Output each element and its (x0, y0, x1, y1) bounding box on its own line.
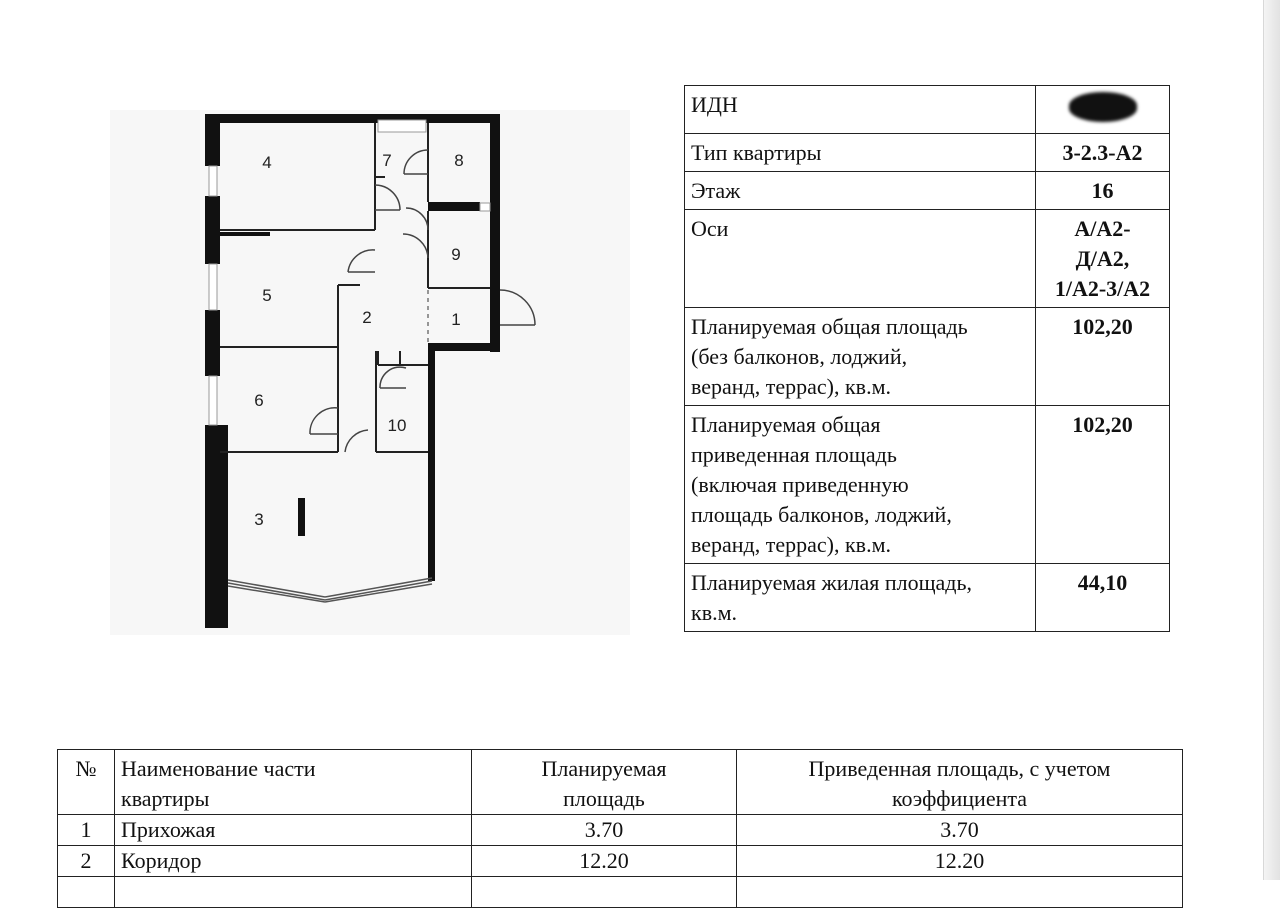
info-row-living-area (685, 564, 1170, 632)
row-name: Прихожая (115, 815, 472, 846)
header-planned-area (472, 750, 737, 815)
room-number-5: 5 (262, 286, 272, 305)
row-area: 3.70 (472, 815, 737, 846)
living-area-label (685, 564, 1036, 632)
info-row-idn (685, 86, 1170, 134)
axes-line: А/А2- (1074, 216, 1131, 241)
info-row-total-area (685, 308, 1170, 406)
header-line: коэффициента (891, 786, 1028, 811)
room-number-6: 6 (254, 391, 264, 410)
row-number: 2 (58, 846, 115, 877)
floor-plan-drawing (110, 110, 630, 635)
living-area-value: 44,10 (1036, 564, 1170, 632)
table-row (58, 846, 1183, 877)
row-reduced: 3.70 (737, 815, 1183, 846)
header-line: Наименование части (121, 756, 316, 781)
label-line: веранд, террас), кв.м. (691, 374, 891, 399)
room-number-10: 10 (387, 416, 407, 435)
reduced-area-value: 102,20 (1036, 406, 1170, 564)
total-area-label (685, 308, 1036, 406)
room-number-2: 2 (362, 308, 372, 327)
axes-label: Оси (685, 210, 1036, 308)
row-area: 12.20 (472, 846, 737, 877)
floor-value: 16 (1036, 172, 1170, 210)
label-line: приведенная площадь (691, 442, 897, 467)
total-area-value: 102,20 (1036, 308, 1170, 406)
header-number: № (58, 750, 115, 815)
row-name: Коридор (115, 846, 472, 877)
label-line: (включая приведенную (691, 472, 909, 497)
apartment-info-table (684, 85, 1170, 632)
label-line: Планируемая общая площадь (691, 314, 968, 339)
rooms-table (57, 749, 1183, 908)
axes-line: 1/А2-3/А2 (1054, 276, 1151, 301)
info-row-reduced-area (685, 406, 1170, 564)
info-row-type (685, 134, 1170, 172)
header-line: Планируемая (541, 756, 667, 781)
reduced-area-label (685, 406, 1036, 564)
header-line: Приведенная площадь, с учетом (808, 756, 1111, 781)
table-row-partial (58, 877, 1183, 908)
label-line: Планируемая общая (691, 412, 881, 437)
table-row (58, 815, 1183, 846)
room-number-4: 4 (262, 153, 272, 172)
info-row-floor (685, 172, 1170, 210)
floor-plan (110, 110, 630, 635)
redacted-mark (1069, 92, 1137, 122)
floor-label: Этаж (685, 172, 1036, 210)
header-name (115, 750, 472, 815)
room-number-7: 7 (382, 151, 392, 170)
room-number-8: 8 (454, 151, 464, 170)
idn-label: ИДН (685, 86, 1036, 134)
room-number-3: 3 (254, 510, 264, 529)
rooms-table-header (58, 750, 1183, 815)
label-line: площадь балконов, лоджий, (691, 502, 952, 527)
row-number: 1 (58, 815, 115, 846)
axes-line: Д/А2, (1075, 246, 1130, 271)
label-line: кв.м. (691, 600, 737, 625)
window-edge (1263, 0, 1280, 880)
header-line: квартиры (121, 786, 210, 811)
type-value: 3-2.3-А2 (1036, 134, 1170, 172)
label-line: (без балконов, лоджий, (691, 344, 908, 369)
header-line: площадь (563, 786, 645, 811)
room-number-1: 1 (451, 310, 461, 329)
row-reduced: 12.20 (737, 846, 1183, 877)
axes-value (1036, 210, 1170, 308)
info-row-axes (685, 210, 1170, 308)
idn-value (1036, 86, 1170, 134)
type-label: Тип квартиры (685, 134, 1036, 172)
header-reduced-area (737, 750, 1183, 815)
label-line: Планируемая жилая площадь, (691, 570, 973, 595)
label-line: веранд, террас), кв.м. (691, 532, 891, 557)
room-number-9: 9 (451, 245, 461, 264)
